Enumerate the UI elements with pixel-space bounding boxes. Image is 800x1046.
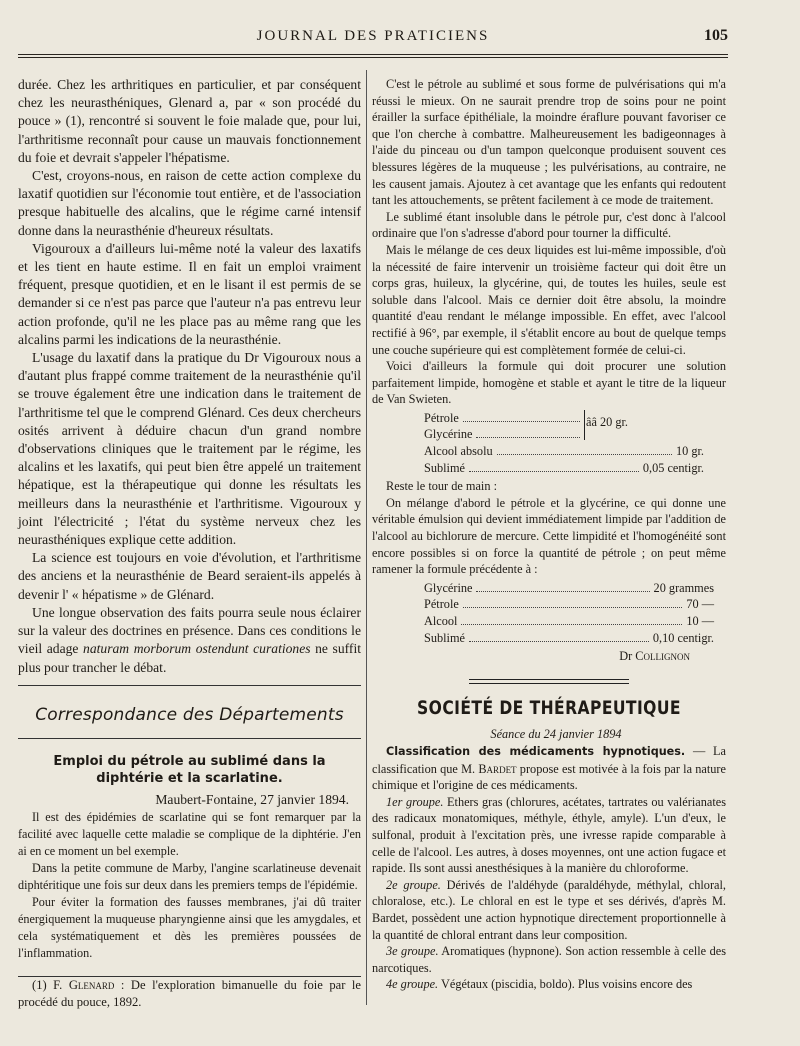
group-label: 3e groupe. — [386, 944, 439, 959]
paragraph — [372, 743, 726, 794]
formula-rest — [424, 443, 726, 476]
paragraph: L'usage du laxatif dans la pratique du Dr Vigouroux nous a d'autant plus frappé comme traitement de la neurasthénie qu'il se trouve également être une indication dans le traitement de l'arthritisme tel que le comprend Glénard. Ces deux chercheurs osités arrivent à déduire chacun d'un grand nombre d'observations cliniques que le traitement par le régime, les alcalins et les laxatifs, qui peut bien être appelé un traitement hépatique, est la thérapeutique qui donne les résultats les meilleurs dans la neurasthénie et l'arthritisme. Vigouroux y joint l'électricité ; l'état du système nerveux chez les neurasthéniques explique cette addition. — [18, 350, 361, 548]
header-rule — [18, 54, 728, 58]
latin-adage: naturam morborum ostendunt curationes — [83, 641, 311, 657]
text: Ethers gras (chlorures, acétates, tartrates ou valérianates des radicaux monatomiques, méthyle, éthyle, amyle). L'un d'eux, le sulfonal, produit à l'excitation près, une ivresse rapide comparable à celle de l'alcool. Les autres, à doses moyennes, ont une action fugace et rapide. Ils sont aussi anesthésiques à la manière du chloroforme. — [372, 794, 726, 876]
ingredient-amount: 20 grammes — [653, 580, 714, 595]
formula-row — [424, 596, 714, 613]
formula-row — [424, 426, 584, 443]
ingredient-name: Pétrole — [424, 410, 459, 425]
paragraph — [372, 943, 726, 976]
paragraph: Dans la petite commune de Marby, l'angine scarlatineuse devenait diphtéritique une fois sur deux dans les premiers temps de l'épidémie. — [18, 861, 361, 893]
author-name: Glenard — [68, 978, 115, 993]
paragraph — [372, 877, 726, 943]
group-label: 2e groupe. — [386, 877, 441, 892]
formula-van-swieten — [372, 410, 726, 476]
ingredient-amount: 10 — — [686, 614, 714, 628]
brace — [580, 410, 585, 440]
text: propose est motivée à la fois par la nature chimique et l'origine de ces médicaments. — [372, 761, 726, 793]
paragraph: durée. Chez les arthritiques en particulier, et par conséquent chez les neurasthéniques, Glenard a, par « son procédé du pouce » (1), rencontré si souvent le foie malade que, pour lui, l'arthritisme reconnaît pour cause un mauvais fonctionnement du foie et devrait s'appeler l'hépatisme. — [18, 77, 361, 165]
paragraph: C'est le pétrole au sublimé et sous forme de pulvérisations qui m'a réussi le mieux. On ne saurait prendre trop de soins pour ne point érailler la surface épithéliale, la moindre éraflure pouvant favoriser ce que l'on cherche à combattre. Malheureusement les badigeonnages à l'aide du pinceau ou d'un tampon quelconque produisent souvent ces blessures légères de la muqueuse ; les pulvérisations, au contraire, ne les causent jamais. Ajoutez à cet avantage que les enfants qui redoutent tant les attouchements, se prêtent facilement à ce mode de traitement. — [372, 77, 726, 208]
paragraph: C'est, croyons-nous, en raison de cette action complexe du laxatif quotidien sur l'économie tout entière, et de l'association presque habituelle des alcalins, que le régime carné intensif donne dans la neurasthénie d'heureux résultats. — [18, 168, 361, 238]
paragraph — [372, 976, 726, 993]
text: Dr — [619, 649, 636, 664]
text: Dérivés de l'aldéhyde (paraldéhyde, méthylal, chloral, chloralose, etc.). Le chloral en est le type et ses dérivés, d'après M. Bardet, possèdent une action hypnotique directement proportionnelle à la quantité de chloral entrant dans leur composition. — [372, 877, 726, 942]
society-title: SOCIÉTÉ DE THÉRAPEUTIQUE — [417, 696, 681, 719]
section-rule — [469, 679, 629, 684]
ingredient-name: Alcool — [424, 614, 458, 628]
paragraph: On mélange d'abord le pétrole et la glycérine, ce qui donne une véritable émulsion qui devient immédiatement limpide par l'addition de l'alcool au bichlorure de mercure. Cette limpidité et l'homogénéité sont encore possibles si on force la quantité de pétrole ; on peut même ramener la formule précédente à : — [372, 495, 726, 577]
text: Aromatiques (hypnone). Son action ressemble à celle des narcotiques. — [372, 944, 726, 975]
text: Une longue observation des faits pourra seule nous éclairer sur la valeur des doctrines en présence. Dans ces conditions le vieil adage — [18, 604, 361, 657]
page-number: 105 — [704, 27, 728, 44]
page-header — [18, 26, 728, 48]
text: (1) F. — [32, 978, 69, 993]
ingredient-name: Glycérine — [424, 427, 473, 442]
paragraph: Le sublimé étant insoluble dans le pétrole pur, c'est donc à l'alcool ordinaire que l'on s'adresse d'abord pour tourner la difficulté. — [372, 209, 726, 241]
paragraph: Pour éviter la formation des fausses membranes, j'ai dû traiter énergiquement la muqueuse pharyngienne ainsi que les amygdales, et cela systématiquement et dès les premières poussées de l'inflammation. — [18, 895, 361, 961]
column-divider — [366, 70, 367, 1005]
paragraph: Vigouroux a d'ailleurs lui-même noté la valeur des laxatifs et les tient en haute estime. Il en fait un emploi vraiment fréquent, presque quotidien, et en le lisant il est permis de se demander si ce n'est pas parce que l'auteur n'a pas entrevu leur action profonde, qu'il ne les place pas au même rang que les alcalins parmi les indications de la neurasthénie. — [18, 240, 361, 347]
text: Végétaux (piscidia, boldo). Plus voisins encore des — [438, 977, 693, 992]
paragraph — [372, 794, 726, 877]
formula-row — [424, 410, 584, 427]
paragraph: Voici d'ailleurs la formule qui doit procurer une solution parfaitement limpide, homogène et stable et ayant le titre de la liqueur de Van Swieten. — [372, 359, 726, 407]
ingredient-name: Sublimé — [424, 460, 465, 475]
ingredient-name: Pétrole — [424, 597, 459, 612]
author-name: Bardet — [478, 761, 517, 776]
author-name: Collignon — [635, 649, 690, 664]
right-column — [372, 76, 726, 993]
signature — [372, 648, 726, 665]
section-rule — [18, 685, 361, 686]
paragraph: Mais le mélange de ces deux liquides est lui-même impossible, d'où la nécessité de faire intervenir un troisième facteur qui doit être un corps gras, huileux, la glycérine, qui, de toutes les huiles, seule est soluble dans l'alcool. Mais ce dernier doit être absolu, la moindre quantité d'eau rendant le mélange impossible. En effet, avec l'alcool rectifié à 96°, par exemple, il s'établit encore au bout de quelque temps une couche supérieure qui est complètement formée de celui-ci. — [372, 242, 726, 357]
text: : De l'exploration bimanuelle du foie par le procédé du pouce, 1892. — [18, 978, 361, 1010]
formula-row — [424, 460, 704, 477]
ingredient-name: Glycérine — [424, 580, 473, 595]
footnote — [18, 977, 361, 1011]
journal-title: JOURNAL DES PRATICIENS — [256, 28, 490, 44]
group-label: 4e groupe. — [386, 977, 439, 992]
formula-row — [424, 613, 714, 630]
formula-row — [424, 580, 714, 597]
ingredient-amount: ââ 20 gr. — [586, 414, 629, 429]
ingredient-name: Sublimé — [424, 630, 465, 645]
formula-modified — [372, 580, 726, 646]
ingredient-name: Alcool absolu — [424, 444, 493, 459]
ingredient-amount: 10 gr. — [675, 444, 704, 459]
paragraph: Reste le tour de main : — [386, 479, 497, 494]
text: ne suffit plus pour trancher le débat. — [18, 641, 362, 675]
session-date: Séance du 24 janvier 1894 — [490, 727, 622, 742]
left-column — [18, 76, 361, 1011]
article-title: Emploi du pétrole au sublimé dans la diphtérie et la scarlatine. — [53, 753, 326, 786]
paragraph — [18, 604, 361, 677]
formula-row — [424, 443, 704, 460]
ingredient-amount: 70 — — [686, 597, 714, 612]
paragraph: La science est toujours en voie d'évolution, et l'arthritisme des anciens et la neurasthénie de Beard seraient-ils appelés à devenir l' « hépatisme » de Glénard. — [18, 550, 361, 602]
section-title: Correspondance des Départements — [35, 704, 344, 725]
dateline: Maubert-Fontaine, 27 janvier 1894. — [155, 791, 349, 807]
ingredient-amount: 0,10 centigr. — [652, 630, 714, 645]
section-rule — [18, 738, 361, 739]
text: — La classification que M. — [372, 743, 726, 776]
group-label: 1er groupe. — [386, 794, 444, 809]
paragraph: Il est des épidémies de scarlatine qui se font remarquer par la facilité avec laquelle cette maladie se complique de la diphtérie. J'en ai en ce moment un bel exemple. — [18, 810, 361, 859]
topic-heading: Classification des médicaments hypnotiques. — [386, 744, 686, 758]
ingredient-amount: 0,05 centigr. — [642, 460, 704, 475]
formula-row — [424, 630, 714, 647]
